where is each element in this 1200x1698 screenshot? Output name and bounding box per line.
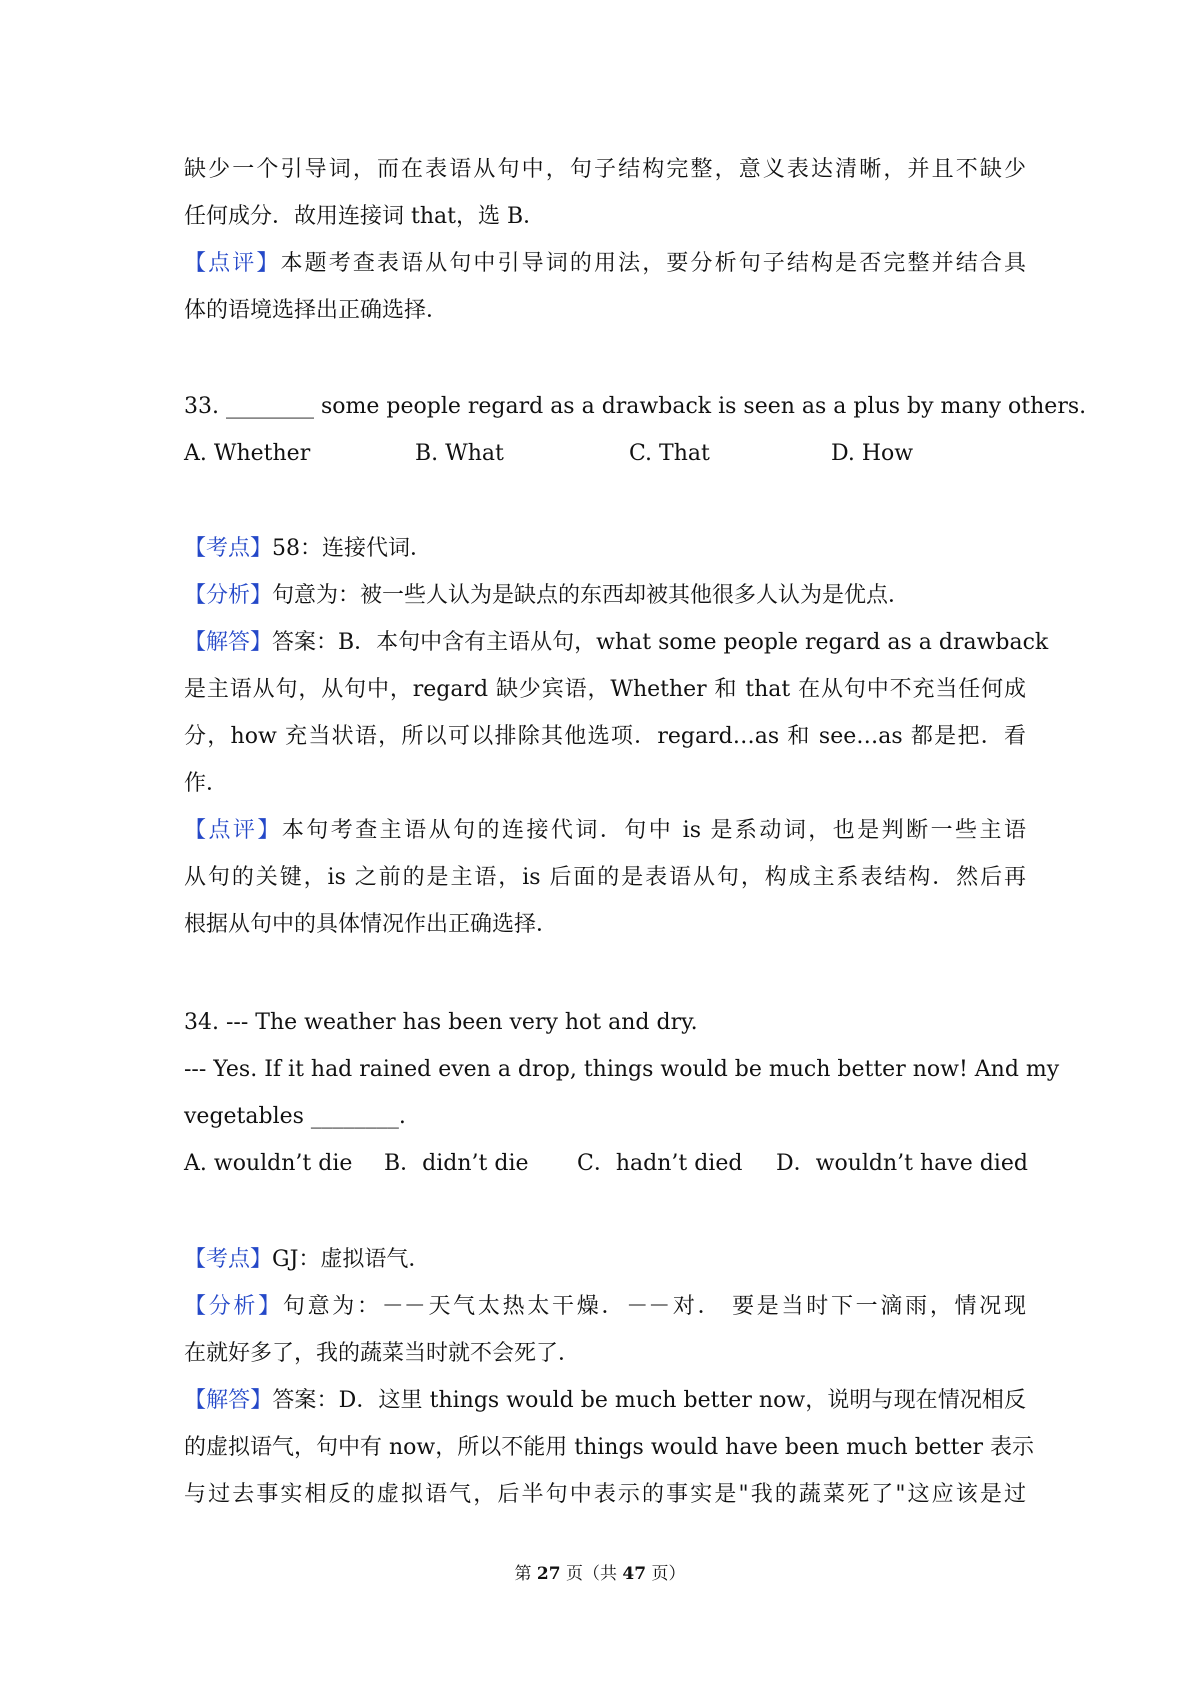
point-text: 58：连接代词． (272, 536, 433, 561)
point-tag: 【考点】 (184, 1247, 273, 1272)
question-33-stem: 33. ________ some people regard as a drawback is seen as a plus by many others. (184, 394, 1087, 419)
question-34-stem: vegetables ________. (184, 1104, 406, 1129)
text-line: 作． (184, 771, 229, 796)
text-line: 的虚拟语气，句中有 now，所以不能用 things would have been much better 表示 (184, 1435, 1035, 1460)
review-line (184, 249, 1026, 279)
option-a: A. wouldn’t die (184, 1151, 353, 1176)
answer-text: 答案：D．这里 things would be much better now，说明与现在情况相反 (272, 1388, 1026, 1413)
answer-tag: 【解答】 (184, 1388, 273, 1413)
analysis-text: 句意为：－－天气太热太干燥．－－对． 要是当时下一滴雨，情况现 (282, 1294, 1026, 1319)
analysis-tag: 【分析】 (184, 1294, 283, 1319)
question-34-stem: --- Yes. If it had rained even a drop, things would be much better now! And my (184, 1057, 1060, 1082)
option-c: C．hadn’t died (577, 1151, 743, 1176)
review-line (184, 816, 1026, 846)
answer-line (184, 1386, 1026, 1416)
text-line: 体的语境选择出正确选择． (184, 298, 449, 323)
footer-suffix: 页） (646, 1564, 686, 1584)
text-line: 缺少一个引导词，而在表语从句中，句子结构完整，意义表达清晰，并且不缺少 (184, 157, 1026, 182)
point-text: GJ：虚拟语气． (272, 1247, 431, 1272)
text-line: 与过去事实相反的虚拟语气，后半句中表示的事实是"我的蔬菜死了"这应该是过 (184, 1482, 1026, 1507)
page-footer (0, 1562, 1200, 1586)
page-number: 27 (536, 1564, 561, 1584)
analysis-line (184, 1292, 1026, 1322)
option-d: D. How (831, 441, 914, 466)
text-line: 是主语从句，从句中，regard 缺少宾语，Whether 和 that 在从句中不充当任何成 (184, 677, 1026, 702)
answer-tag: 【解答】 (184, 630, 273, 655)
review-tag: 【点评】 (184, 818, 282, 843)
footer-prefix: 第 (514, 1564, 537, 1584)
point-line (184, 1245, 1026, 1275)
point-line (184, 534, 1026, 564)
option-a: A. Whether (184, 441, 311, 466)
analysis-line (184, 581, 1026, 611)
review-text: 本题考查表语从句中引导词的用法，要分析句子结构是否完整并结合具 (280, 251, 1026, 276)
text-line: 任何成分．故用连接词 that，选 B． (184, 204, 546, 229)
option-b: B．didn’t die (384, 1151, 529, 1176)
text-line: 分，how 充当状语，所以可以排除其他选项．regard…as 和 see…as 都是把．看 (184, 724, 1026, 749)
option-d: D．wouldn’t have died (776, 1151, 1028, 1176)
answer-text: 答案：B．本句中含有主语从句，what some people regard as a drawback (272, 630, 1049, 655)
answer-line (184, 628, 1049, 658)
review-text: 本句考查主语从句的连接代词．句中 is 是系动词，也是判断一些主语 (281, 818, 1026, 843)
footer-middle: 页（共 (560, 1564, 623, 1584)
question-34-options (184, 1149, 1026, 1179)
option-c: C. That (629, 441, 710, 466)
question-34-stem: 34. --- The weather has been very hot and dry. (184, 1010, 698, 1035)
review-tag: 【点评】 (184, 251, 281, 276)
analysis-tag: 【分析】 (184, 583, 273, 608)
text-line: 从句的关键，is 之前的是主语，is 后面的是表语从句，构成主系表结构．然后再 (184, 865, 1026, 890)
text-line: 在就好多了，我的蔬菜当时就不会死了． (184, 1341, 581, 1366)
analysis-text: 句意为：被一些人认为是缺点的东西却被其他很多人认为是优点． (272, 583, 911, 608)
point-tag: 【考点】 (184, 536, 273, 561)
text-line: 根据从句中的具体情况作出正确选择． (184, 912, 559, 937)
option-b: B. What (415, 441, 504, 466)
total-pages: 47 (622, 1564, 647, 1584)
question-33-options (184, 439, 1026, 469)
